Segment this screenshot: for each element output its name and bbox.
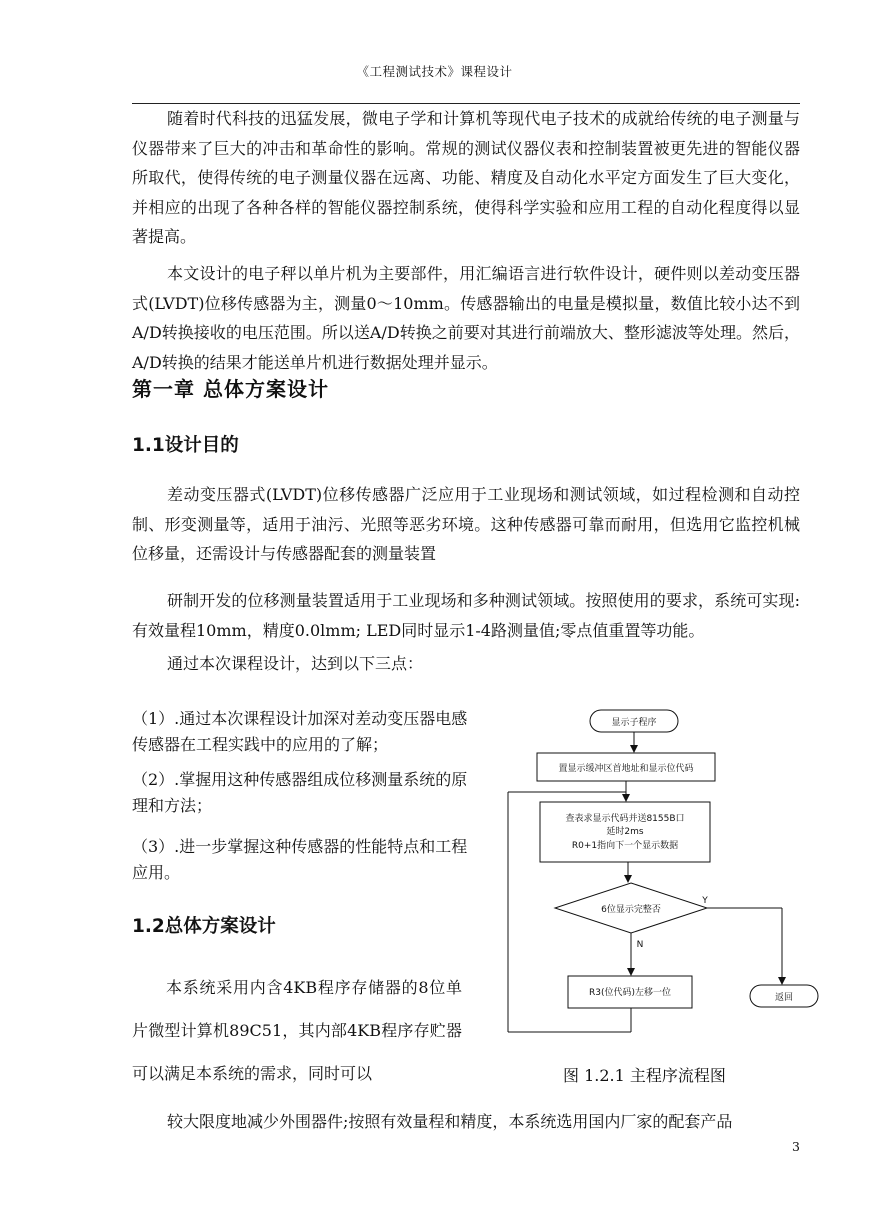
flowchart-diagram: [500, 700, 830, 1045]
section-1-2-paragraph-2: 较大限度地减少外围器件;按照有效量程和精度，本系统选用国内厂家的配套产品: [167, 1112, 733, 1131]
flowchart-decision-label: 6位显示完整否: [601, 905, 661, 915]
flowchart-display-label-2: 延时2ms: [606, 827, 644, 837]
flowchart-init-label: 置显示缓冲区首地址和显示位代码: [558, 764, 694, 774]
flowchart-display-label-1: 查表求显示代码并送8155B口: [565, 814, 685, 824]
intro-paragraph-1: 随着时代科技的迅猛发展，微电子学和计算机等现代电子技术的成就给传统的电子测量与仪器带来了巨大的冲击和革命性的影响。常规的测试仪器仪表和控制装置被更先进的智能仪器所取代，使得传统的电子测量仪器在远离、功能、精度及自动化水平定方面发生了巨大变化，并相应的出现了各种各样的智能仪器控制系统，使得科学实验和应用工程的自动化程度得以显著提高。: [132, 109, 800, 247]
chapter-title: 第一章 总体方案设计: [132, 377, 329, 401]
flowchart-yes-label: Y: [702, 896, 708, 906]
page-number: 3: [792, 1139, 800, 1154]
running-header: 《工程测试技术》课程设计: [356, 64, 513, 79]
goal-item-1: （1）.通过本次课程设计加深对差动变压器电感传感器在工程实践中的应用的了解；: [132, 709, 468, 754]
section-title-1-2: 1.2总体方案设计: [132, 916, 276, 937]
goal-item-3: （3）.进一步掌握这种传感器的性能特点和工程应用。: [132, 837, 468, 882]
flowchart-start-label: 显示子程序: [611, 718, 657, 728]
flowchart-return-label: 返回: [774, 993, 794, 1003]
flowchart-display-label-3: R0+1指向下一个显示数据: [571, 841, 679, 851]
section-1-1-paragraph-1: 差动变压器式(LVDT)位移传感器广泛应用于工业现场和测试领域，如过程检测和自动控制、形变测量等，适用于油污、光照等恶劣环境。这种传感器可靠而耐用，但选用它监控机械位移量，还需设计与传感器配套的测量装置: [132, 485, 800, 564]
flowchart-shift-label: R3(位代码)左移一位: [588, 988, 672, 998]
section-1-1-paragraph-2: 研制开发的位移测量装置适用于工业现场和多种测试领域。按照使用的要求，系统可实现:有效量程10mm，精度0.0lmm; LED同时显示1-4路测量值;零点值重置等功能。: [132, 591, 800, 640]
goal-item-2: （2）.掌握用这种传感器组成位移测量系统的原理和方法；: [132, 770, 468, 815]
intro-paragraph-2: 本文设计的电子秤以单片机为主要部件，用汇编语言进行软件设计，硬件则以差动变压器式(LVDT)位移传感器为主，测量0～10mm。传感器输出的电量是模拟量，数值比较小达不到A/D转换接收的电压范围。所以送A/D转换之前要对其进行前端放大、整形滤波等处理。然后，A/D转换的结果才能送单片机进行数据处理并显示。: [132, 264, 800, 372]
section-1-1-paragraph-3: 通过本次课程设计，达到以下三点：: [167, 654, 424, 673]
figure-caption: 图 1.2.1 主程序流程图: [563, 1066, 726, 1085]
flowchart-no-label: N: [636, 940, 644, 950]
section-1-2-paragraph-1: 本系统采用内含4KB程序存储器的8位单片微型计算机89C51，其内部4KB程序存贮器可以满足本系统的需求，同时可以: [132, 978, 462, 1083]
section-title-1-1: 1.1设计目的: [132, 435, 239, 456]
